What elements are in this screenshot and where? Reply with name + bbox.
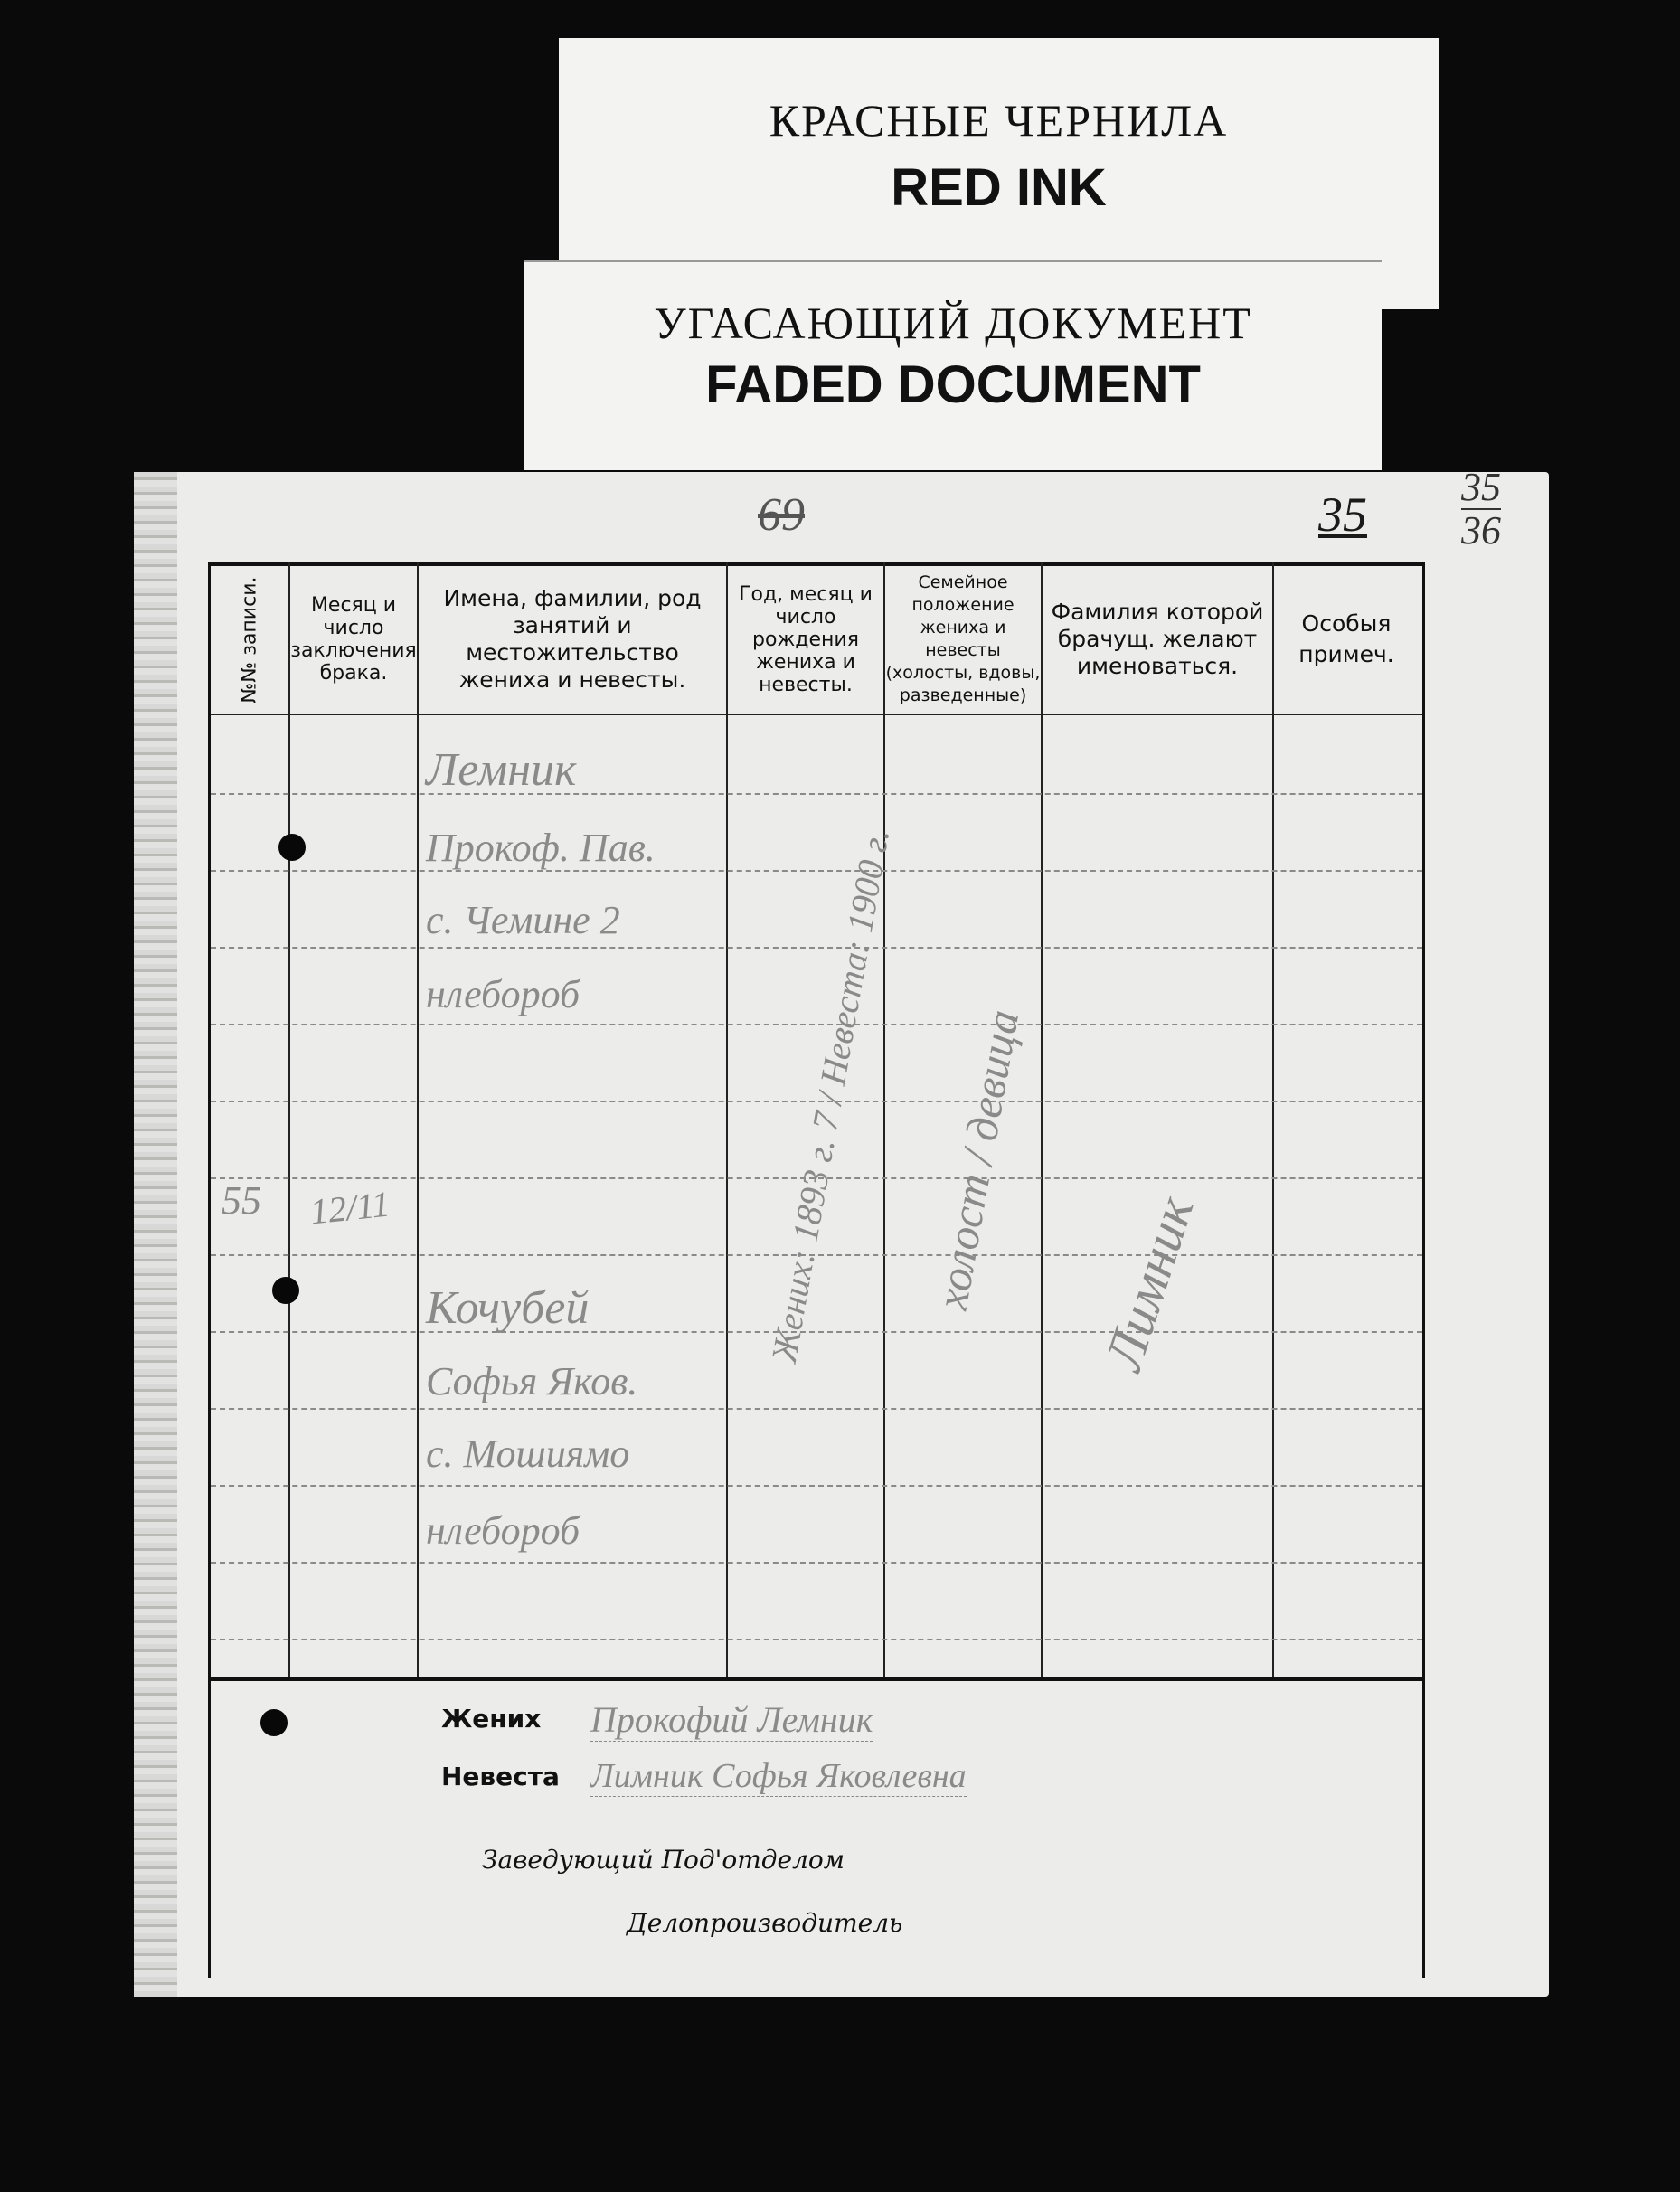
column-header-date: Месяц и число заключения брака. (290, 594, 417, 685)
groom-line-3: с. Чемине 2 (426, 898, 620, 942)
faded-document-en: FADED DOCUMENT (705, 355, 1201, 414)
entry-birth: Жених: 1893 г. 7 / Невеста: 1900 г. (762, 825, 898, 1365)
bride-line-4: нлебороб (426, 1508, 580, 1553)
entry-surname: Лимник (1092, 1189, 1205, 1377)
column-header-notes: Особыя примеч. (1298, 610, 1394, 667)
column-header-surname: Фамилия которой брачущ. желают именоваться. (1051, 599, 1264, 679)
binding-hole (260, 1709, 288, 1736)
binding-hole (278, 834, 306, 861)
red-ink-ru: КРАСНЫЕ ЧЕРНИЛА (769, 95, 1229, 146)
head-of-subdepartment-label: Заведующий Под'отделом (482, 1845, 845, 1875)
folio-crossed: 69 (758, 489, 805, 541)
column-header-marital-status: Семейное положение жениха и невесты (холосты, вдовы, разведенные) (885, 572, 1041, 705)
groom-line-1: Лемник (426, 744, 577, 796)
register-page (134, 465, 1549, 1997)
binding-hole (272, 1277, 299, 1304)
header-rule (211, 713, 1422, 715)
ruled-line (211, 1024, 1422, 1025)
ruled-line (211, 1408, 1422, 1410)
ruled-line (211, 1562, 1422, 1564)
bride-line-3: с. Мошиямо (426, 1431, 630, 1476)
ruled-line (211, 947, 1422, 949)
column-divider (883, 562, 885, 1677)
column-divider (1041, 562, 1043, 1677)
groom-line-2: Прокоф. Пав. (426, 826, 656, 870)
bride-line-2: Софья Яков. (426, 1359, 638, 1403)
entry-number: 55 (222, 1178, 261, 1223)
column-divider (288, 562, 290, 1677)
column-header-birth: Год, месяц и число рождения жениха и невесты. (739, 582, 873, 696)
column-header-names: Имена, фамилии, род занятий и местожительство жениха и невесты. (443, 585, 702, 693)
bride-signature: Лимник Софья Яковлевна (590, 1757, 967, 1795)
entry-marital-status: холост / девица (925, 1006, 1029, 1313)
ruled-line (211, 1485, 1422, 1487)
groom-line-4: нлебороб (426, 972, 580, 1016)
column-divider (1272, 562, 1274, 1677)
folio-range (1461, 467, 1501, 552)
ruled-line (211, 1331, 1422, 1333)
entry-date: 12/11 (307, 1183, 392, 1233)
clerk-label: Делопроизводитель (627, 1908, 903, 1938)
ruled-line (211, 793, 1422, 795)
red-ink-en: RED INK (891, 158, 1107, 217)
top-rule (211, 562, 1422, 566)
faded-document-label-card (524, 262, 1382, 470)
column-divider (726, 562, 728, 1677)
register-table (208, 562, 1425, 1978)
column-divider (417, 562, 419, 1677)
groom-signature: Прокофий Лемник (590, 1699, 873, 1740)
folio-current: 35 (1318, 487, 1367, 542)
column-header-number: №№ записи. (238, 575, 261, 704)
folio-range-bottom: 36 (1461, 508, 1501, 553)
folio-range-top: 35 (1461, 465, 1501, 509)
faded-document-ru: УГАСАЮЩИЙ ДОКУМЕНТ (654, 298, 1252, 348)
ruled-line (211, 870, 1422, 872)
groom-label: Жених (441, 1704, 542, 1734)
page-spine (134, 472, 177, 1997)
ruled-line (211, 1639, 1422, 1640)
bride-label: Невеста (441, 1762, 560, 1791)
bride-line-1: Кочубей (426, 1282, 590, 1334)
footer-rule (211, 1677, 1422, 1681)
